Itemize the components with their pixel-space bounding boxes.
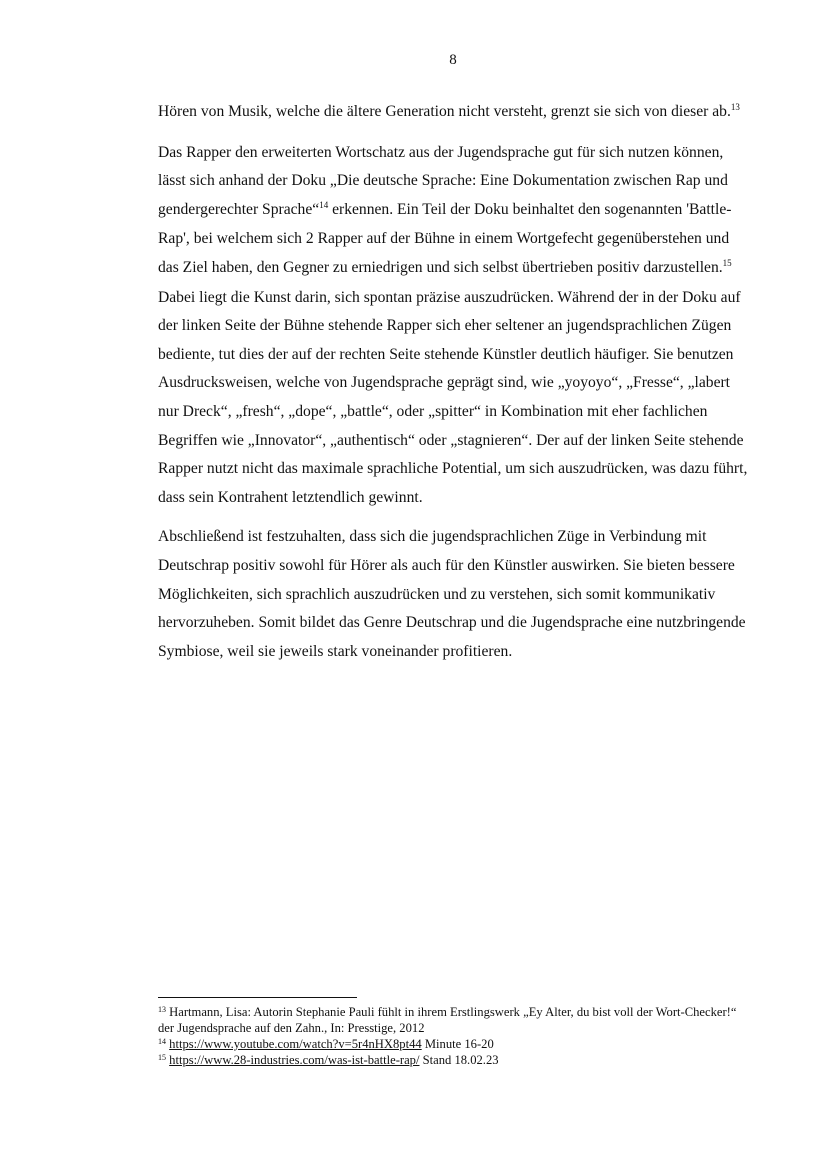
footnote-suffix: Minute 16-20: [421, 1036, 494, 1051]
footnote-13: [158, 1005, 750, 1037]
footnote-separator: [158, 997, 357, 998]
paragraph-1: [158, 98, 752, 128]
footnote-link-youtube[interactable]: https://www.youtube.com/watch?v=5r4nHX8pt44: [169, 1036, 422, 1051]
paragraph-2: [158, 139, 752, 513]
footnote-number: 13: [158, 1005, 166, 1014]
footnote-number: 14: [158, 1036, 166, 1046]
page-number: 8: [449, 52, 457, 68]
paragraph-text: erkennen. Ein Teil der Doku beinhaltet den sogenannten 'Battle-Rap', bei welchem sich 2 Rapper auf der Bühne in einem Wortgefecht gegenüberstehen und das Ziel haben, den Gegner zu erniedrigen und sich selbst übertrieben positiv darzustellen.: [158, 200, 732, 276]
footnote-link-28-industries[interactable]: https://www.28-industries.com/was-ist-battle-rap/: [169, 1053, 420, 1068]
footnotes: [158, 1005, 750, 1070]
body-text: [158, 98, 752, 677]
paragraph-3: [158, 523, 752, 666]
footnote-suffix: Stand 18.02.23: [419, 1053, 499, 1068]
footnote-14: [158, 1037, 750, 1053]
footnote-number: 15: [158, 1053, 166, 1063]
footnote-ref-15: 15: [722, 257, 732, 268]
paragraph-text: Hören von Musik, welche die ältere Generation nicht versteht, grenzt sie sich von dieser ab.: [158, 103, 731, 120]
footnote-ref-14: 14: [319, 199, 329, 210]
paragraph-text: Abschließend ist festzuhalten, dass sich die jugendsprachlichen Züge in Verbindung mit Deutschrap positiv sowohl für Hörer als auch für den Künstler auswirken. Sie bieten bessere Möglichkeiten, sich sprachlich auszudrücken und zu verstehen, sich somit kommunikativ hervorzuheben. Somit bildet das Genre Deutschrap und die Jugendsprache eine nutzbringende Symbiose, weil sie jeweils stark voneinander profitieren.: [158, 528, 746, 660]
footnote-ref-13: 13: [730, 102, 740, 112]
paragraph-text: Dabei liegt die Kunst darin, sich spontan präzise auszudrücken. Während der in der Doku auf der linken Seite der Bühne stehende Rapper sich eher seltener an jugendsprachlichen Zügen bediente, tut dies der auf der rechten Seite stehende Künstler deutlich häufiger. Sie benutzen Ausdrucksweisen, welche von Jugendsprache geprägt sind, wie „yoyoyo“, „Fresse“, „labert nur Dreck“, „fresh“, „dope“, „battle“, oder „spitter“ in Kombination mit eher fachlichen Begriffen wie „Innovator“, „authentisch“ oder „stagnieren“. Der auf der linken Seite stehende Rapper nutzt nicht das maximale sprachliche Potential, um sich auszudrücken, was dazu führt, dass sein Kontrahent letztendlich gewinnt.: [158, 288, 748, 506]
paragraph-text: Das Rapper den erweiterten Wortschatz aus der Jugendsprache gut für sich nutzen können, lässt sich anhand der Doku „Die deutsche Sprache: Eine Dokumentation zwischen Rap und gendergerechter Sprache“: [158, 143, 728, 218]
footnote-text: Hartmann, Lisa: Autorin Stephanie Pauli fühlt in ihrem Erstlingswerk „Ey Alter, du bist voll der Wort-Checker!“ der Jugendsprache auf den Zahn., In: Presstige, 2012: [158, 1005, 737, 1036]
footnote-15: [158, 1053, 750, 1069]
